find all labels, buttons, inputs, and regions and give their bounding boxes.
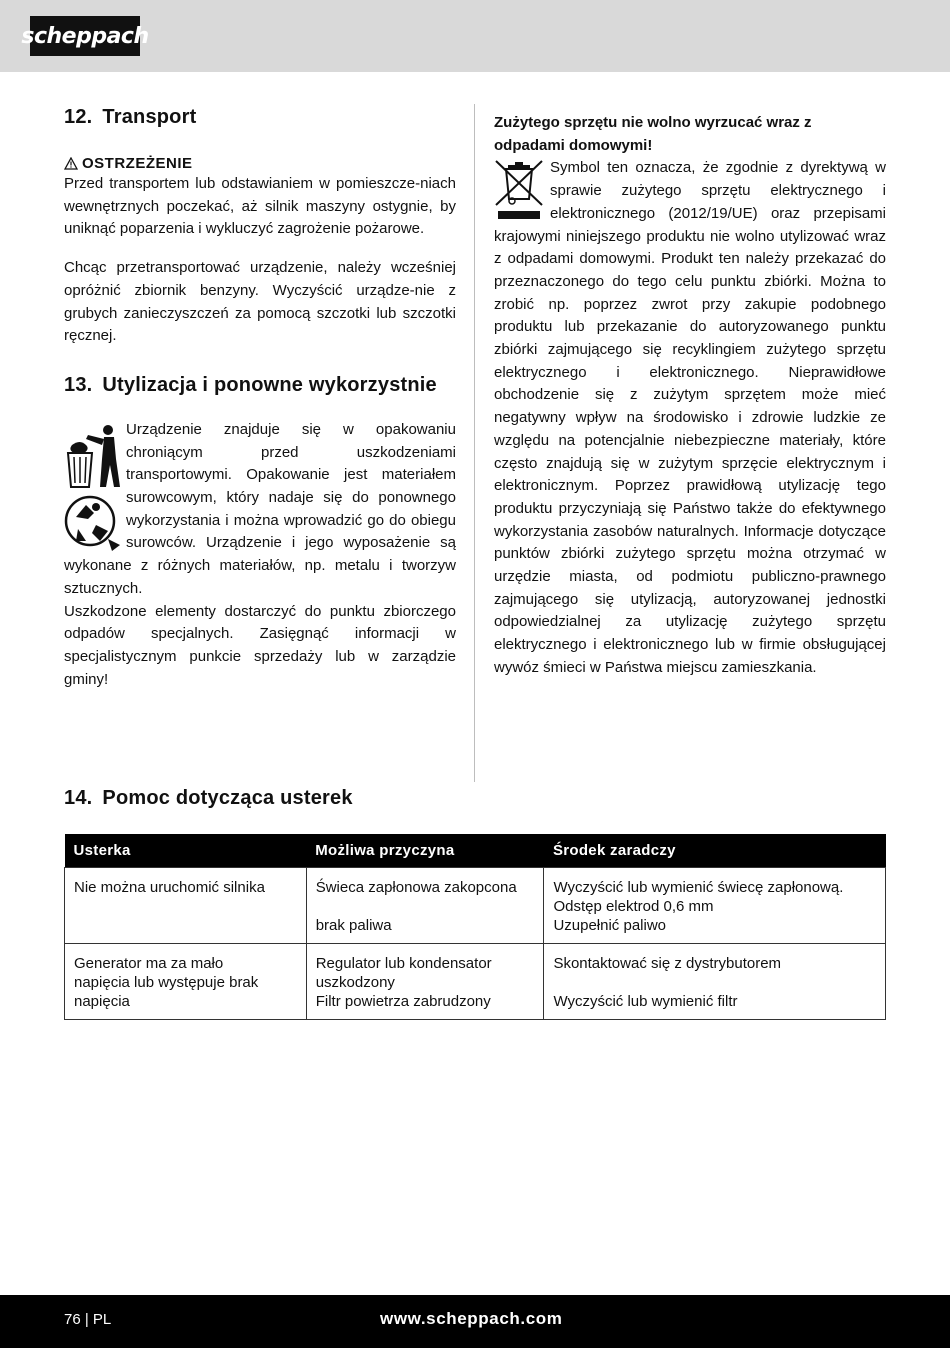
header-bar <box>0 0 950 72</box>
column-header: Usterka <box>65 834 307 867</box>
section-title-text: Pomoc dotycząca usterek <box>102 787 353 809</box>
column-header: Możliwa przyczyna <box>306 834 544 867</box>
remedy-cell <box>544 867 886 943</box>
section-12-title <box>64 106 456 129</box>
warning-triangle-icon <box>64 157 78 170</box>
cell-text: Generator ma za mało <box>74 954 224 972</box>
weee-heading: Zużytego sprzętu nie wolno wyrzucać wraz z odpadami domowymi! <box>494 114 812 154</box>
transport-paragraph: Chcąc przetransportować urządzenie, należy wcześniej opróżnić zbiornik benzyny. Wyczyścić urządze-nie z grubych zanieczyszczeń za pomocą szczotki lub szczotki ręcznej. <box>64 259 456 345</box>
recycling-symbol-icon <box>64 495 122 553</box>
cause-cell <box>306 867 544 943</box>
cell-text: napięcia <box>74 992 130 1010</box>
disposal-text-2: Uszkodzone elementy dostarczyć do punktu zbiorczego odpadów specjalnych. Zasięgnąć informacji w specjalistycznym punkcie sprzedaży lub w zarządzie gminy! <box>64 602 456 688</box>
cell-text: Filtr powietrza zabrudzony <box>315 992 491 1010</box>
section-title-text: Utylizacja i ponowne wykorzystnie <box>102 373 437 396</box>
fault-cell <box>65 867 307 943</box>
section-14-title <box>64 787 353 810</box>
table-row <box>65 867 886 943</box>
table-row <box>65 943 886 1019</box>
cell-text: Odstęp elektrod 0,6 mm <box>553 897 714 915</box>
column-divider <box>474 104 475 782</box>
table-header-row <box>65 834 886 867</box>
section-13-title <box>64 374 456 397</box>
cell-text: Wyczyścić lub wymienić świecę zapłonową. <box>553 878 844 896</box>
section-title-text: Transport <box>102 106 197 128</box>
section-number: 14. <box>64 787 93 809</box>
disposal-text: Urządzenie znajduje się w opakowaniu chroniącym przed uszkodzeniami transportowymi. Opakowanie jest materiałem surowcowym, który nadaje się do ponownego wykorzystania i można wprowadzić go do obiegu surowców. Urządzenie i jego wyposażenie są wykonane z różnych materiałów, np. metalu i tworzyw sztucznych. <box>64 420 456 597</box>
cell-text: Regulator lub kondensator <box>315 954 492 972</box>
brand-logo: scheppach <box>30 16 140 56</box>
column-header: Środek zaradczy <box>544 834 886 867</box>
trash-bin-person-icon <box>64 423 122 489</box>
cause-cell <box>306 943 544 1019</box>
warning-text: Przed transportem lub odstawianiem w pomieszcze-niach wewnętrznych poczekać, aż silnik maszyny ostygnie, by uniknąć poparzenia i wykluczyć zagrożenie pożarowe. <box>64 175 456 238</box>
fault-cell <box>65 943 307 1019</box>
section-number: 12. <box>64 106 93 128</box>
remedy-cell <box>544 943 886 1019</box>
cell-text: napięcia lub występuje brak <box>74 973 259 991</box>
cell-text: Świeca zapłonowa zakopcona <box>315 878 517 896</box>
disposal-block <box>64 419 456 691</box>
weee-icon-wrap <box>494 159 550 225</box>
warning-label <box>64 155 456 172</box>
crossed-bin-icon <box>494 159 546 221</box>
warning-label-text: OSTRZEŻENIE <box>82 155 193 172</box>
left-column <box>64 106 456 691</box>
website-link[interactable]: www.scheppach.com <box>380 1309 563 1328</box>
cell-text: Skontaktować się z dystrybutorem <box>553 954 782 972</box>
disposal-icons <box>64 423 126 553</box>
weee-text: Symbol ten oznacza, że zgodnie z dyrektywą w sprawie zużytego sprzętu elektrycznego i elektronicznego (2012/19/UE) oraz przepisami krajowymi niniejszego produktu nie wolno utylizować wraz z odpadami domowymi. Produkt ten należy przekazać do przeznaczonego do tego celu punktu zbiórki. Można to zrobić np. poprzez zwrot przy zakupie podobnego produktu lub przekazanie do autoryzowanego punktu zbiórki zajmującego się recyklingiem zużytego sprzętu elektrycznego i elektronicznego. Nieprawidłowe obchodzenie się z zużytym sprzętem może mieć negatywny wpływ na środowisko i zdrowie ludzkie ze względu na potencjalnie niebezpieczne materiały, które często znajdują się w zużytym sprzęcie elektrycznym i elektronicznym. Poprzez prawidłową utylizację tego produktu przyczyniają się Państwo także do efektywnego wykorzystania zasobów naturalnych. Informacje dotyczące punktów zbiórki zużytego sprzętu można otrzymać w urzędzie miasta, od podmiotu publiczno-prawnego zajmującego się utylizacją, autoryzowanej jednostki odpowiedzialnej za utylizację zużytego sprzętu elektrycznego i elektronicznego lub w firmie obsługującej wywóz śmieci w Państwa miejscu zamieszkania. <box>494 159 886 676</box>
footer-bar <box>0 1295 950 1348</box>
page-number: 76 | PL <box>64 1311 112 1328</box>
cell-text: Wyczyścić lub wymienić filtr <box>553 992 738 1010</box>
cell-text: Nie można uruchomić silnika <box>74 878 265 896</box>
troubleshooting-table <box>64 834 886 1020</box>
cell-text: brak paliwa <box>315 916 392 934</box>
right-column <box>494 112 886 680</box>
section-number: 13. <box>64 373 93 396</box>
cell-text: uszkodzony <box>315 973 395 991</box>
cell-text: Uzupełnić paliwo <box>553 916 666 934</box>
